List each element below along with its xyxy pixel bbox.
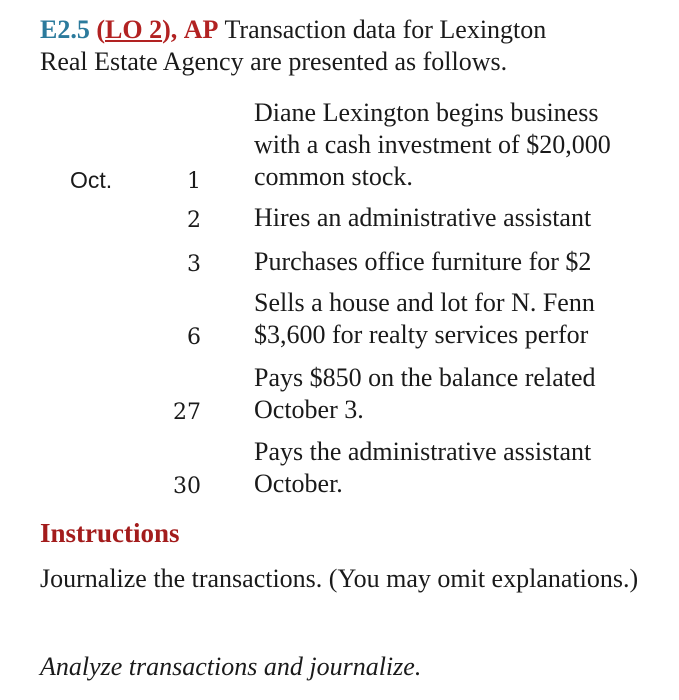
transaction-description-line: with a cash investment of $20,000 — [254, 130, 611, 159]
transaction-description-line: Hires an administrative assistant — [254, 203, 592, 232]
transaction-description-line: Pays the administrative assistant — [254, 437, 592, 466]
transaction-description-line: Pays $850 on the balance related — [254, 363, 596, 392]
transaction-day: 2 — [187, 208, 201, 233]
transaction-month: Oct. — [70, 167, 113, 193]
transaction-description-line: October. — [254, 469, 343, 498]
transaction-day: 27 — [173, 400, 201, 425]
heading-text-line2: Real Estate Agency are presented as follows. — [40, 47, 508, 76]
learning-objective-close: ), — [162, 15, 178, 44]
transaction-day: 30 — [173, 474, 201, 499]
transaction-description — [254, 97, 679, 193]
exercise-heading — [40, 14, 670, 78]
transaction-description — [254, 202, 679, 234]
transaction-day: 1 — [187, 169, 201, 194]
heading-text-line1: Transaction data for Lexington — [224, 15, 547, 44]
transaction-description — [254, 287, 679, 351]
transaction-description-line: Sells a house and lot for N. Fenn — [254, 288, 595, 317]
transaction-description — [254, 246, 679, 278]
instructions-body: Journalize the transactions. (You may omit explanations.) — [40, 564, 639, 593]
learning-objective-link[interactable]: LO 2 — [105, 15, 163, 44]
transaction-description-line: Diane Lexington begins business — [254, 98, 599, 127]
transaction-description-line: Purchases office furniture for $2 — [254, 247, 592, 276]
instructions-task: Analyze transactions and journalize. — [40, 652, 422, 681]
transaction-day: 6 — [187, 325, 201, 350]
transaction-description-line: $3,600 for realty services perfor — [254, 320, 589, 349]
instructions-title: Instructions — [40, 518, 180, 548]
transaction-description-line: common stock. — [254, 162, 413, 191]
transaction-description-line: October 3. — [254, 395, 364, 424]
transaction-description — [254, 362, 679, 426]
transaction-day: 3 — [187, 252, 201, 277]
learning-objective-open: ( — [96, 15, 106, 44]
ap-tag: AP — [183, 15, 219, 44]
transaction-description — [254, 436, 679, 500]
exercise-number: E2.5 — [40, 15, 90, 44]
